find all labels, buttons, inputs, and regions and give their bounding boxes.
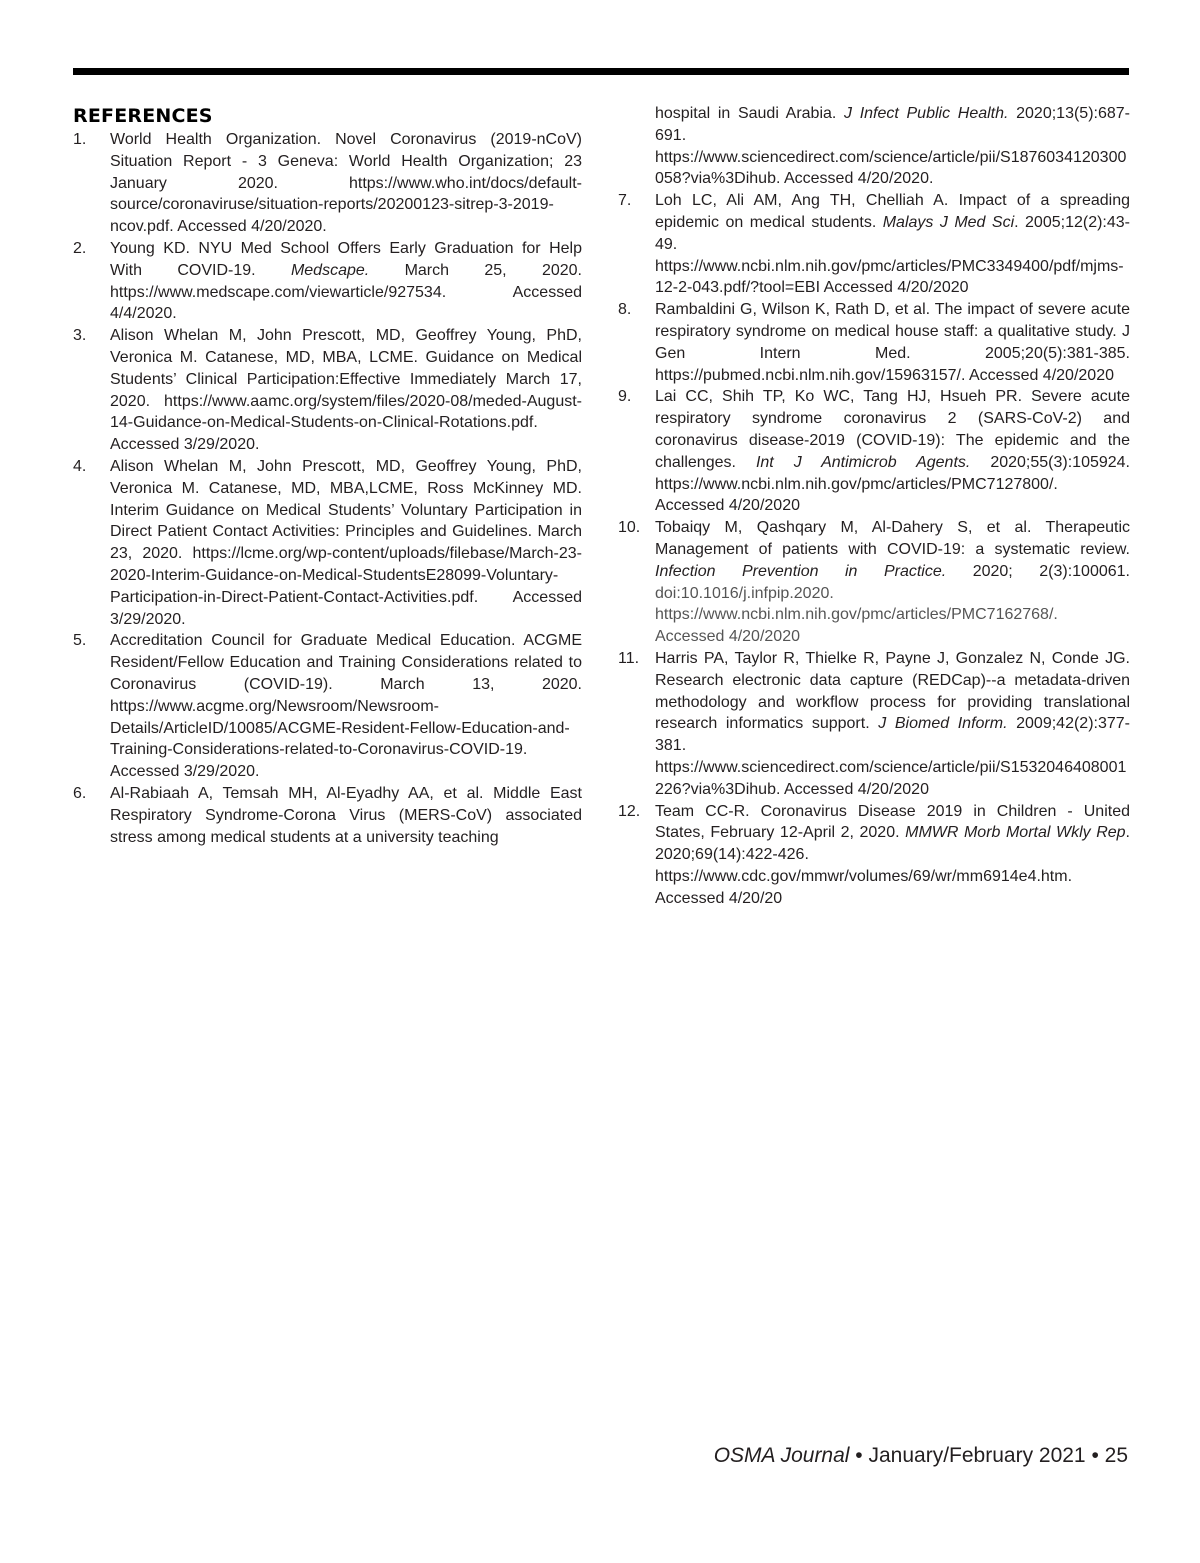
reference-number: 9. <box>618 388 632 406</box>
reference-text: Alison Whelan M, John Prescott, MD, Geoffrey Young, PhD, Veronica M. Catanese, MD, MBA, LCME. Guidance on Medical Students’ Clinical Participation:Effective Immediately March 17, 2020. https://www.aamc.org/system/files/2020-08/meded-August-14-Guidance-on-Medical-Students-on-Clinical-Rotations.pdf. Accessed 3/29/2020. <box>110 327 582 454</box>
reference-text: Rambaldini G, Wilson K, Rath D, et al. The impact of severe acute respiratory syndrome on medical house staff: a qualitative study. J Gen Intern Med. 2005;20(5):381-385. https://pubmed.ncbi.nlm.nih.gov/15963157/. Accessed 4/20/2020 <box>655 301 1130 384</box>
reference-text: Accreditation Council for Graduate Medical Education. ACGME Resident/Fellow Education and Training Considerations related to Coronavirus (COVID-19). March 13, 2020. https://www.acgme.org/Newsroom/Newsroom-Details/ArticleID/10085/ACGME-Resident-Fellow-Education-and-Training-Considerations-related-to-Coronavirus-COVID-19. Accessed 3/29/2020. <box>110 632 582 781</box>
reference-item <box>73 456 582 630</box>
reference-item <box>618 801 1130 910</box>
reference-number: 1. <box>73 131 87 148</box>
reference-number: 11. <box>618 649 640 667</box>
reference-text: Alison Whelan M, John Prescott, MD, Geoffrey Young, PhD, Veronica M. Catanese, MD, MBA,LCME, Ross McKinney MD. Interim Guidance on Medical Students’ Voluntary Participation in Direct Patient Contact Activities: Principles and Guidelines. March 23, 2020. https://lcme.org/wp-content/uploads/filebase/March-23-2020-Interim-Guidance-on-Medical-StudentsE28099-Voluntary-Participation-in-Direct-Patient-Contact-Activities.pdf. Accessed 3/29/2020. <box>110 457 582 628</box>
reference-item <box>618 386 1130 517</box>
reference-item <box>618 299 1130 386</box>
reference-text: World Health Organization. Novel Coronavirus (2019-nCoV) Situation Report - 3 Geneva: World Health Organization; 23 January 2020. https://www.who.int/docs/default-source/coronaviruse/situation-reports/20200123-sitrep-3-2019-ncov.pdf. Accessed 4/20/2020. <box>110 131 582 236</box>
reference-item <box>73 630 582 783</box>
reference-number: 12. <box>618 802 641 820</box>
reference-text: . 2005;12(2):43-49. https://www.ncbi.nlm.nih.gov/pmc/articles/PMC3349400/pdf/mjms-12-2-043.pdf/?tool=EBI Accessed 4/20/2020 <box>655 213 1130 297</box>
reference-journal-title: J Biomed Inform. <box>878 715 1008 733</box>
reference-text: hospital in Saudi Arabia. <box>655 105 845 122</box>
references-right-column <box>618 103 1130 909</box>
reference-text: Harris PA, Taylor R, Thielke R, Payne J, Gonzalez N, Conde JG. Research electronic data capture (REDCap)--a metadata-driven methodology and workflow process for providing translational research informatics support. <box>655 649 1130 733</box>
reference-number: 5. <box>73 632 87 650</box>
reference-journal-title: Medscape. <box>290 261 370 279</box>
reference-number: 3. <box>73 327 87 345</box>
reference-item <box>618 190 1130 299</box>
reference-text: Al-Rabiaah A, Temsah MH, Al-Eyadhy AA, et al. Middle East Respiratory Syndrome-Corona Virus (MERS-CoV) associated stress among medical students at a university teaching <box>110 784 582 846</box>
reference-journal-title: MMWR Morb Mortal Wkly Rep <box>905 824 1126 842</box>
reference-number: 4. <box>73 457 87 475</box>
reference-text: Team CC-R. Coronavirus Disease 2019 in Children - United States, February 12-April 2, 2020. <box>655 802 1130 842</box>
reference-text: 2020;13(5):687-691. https://www.sciencedirect.com/science/article/pii/S1876034120300058?via%3Dihub. Accessed 4/20/2020. <box>655 105 1130 188</box>
reference-number: 2. <box>73 239 87 257</box>
reference-item-continuation <box>618 103 1130 190</box>
reference-journal-title: Infection Prevention in Practice. <box>655 562 947 580</box>
reference-text: 2020;55(3):105924. https://www.ncbi.nlm.nih.gov/pmc/articles/PMC7127800/. Accessed 4/20/2020 <box>655 453 1131 515</box>
reference-journal-title: Malays J Med Sci <box>882 213 1015 231</box>
reference-text: 2009;42(2):377-381. https://www.sciencedirect.com/science/article/pii/S1532046408001226?via%3Dihub. Accessed 4/20/2020 <box>655 715 1130 798</box>
reference-number: 7. <box>618 192 632 210</box>
reference-text: doi:10.1016/j.infpip.2020. https://www.ncbi.nlm.nih.gov/pmc/articles/PMC7162768/. Accessed 4/20/2020 <box>655 584 1058 646</box>
references-heading: REFERENCES <box>73 105 213 127</box>
page-footer <box>714 1443 1128 1469</box>
reference-text: Lai CC, Shih TP, Ko WC, Tang HJ, Hsueh PR. Severe acute respiratory syndrome coronavirus 2 (SARS-CoV-2) and coronavirus disease-2019 (COVID-19): The epidemic and the challenges. <box>655 388 1130 471</box>
reference-item <box>618 648 1130 801</box>
reference-number: 10. <box>618 519 641 537</box>
footer-journal-name: OSMA Journal <box>713 1444 850 1467</box>
reference-journal-title: J Infect Public Health. <box>844 105 1009 122</box>
references-left-column <box>73 129 582 848</box>
reference-text: Tobaiqy M, Qashqary M, Al-Dahery S, et al. Therapeutic Management of patients with COVID-19: a systematic review. <box>655 519 1130 558</box>
reference-item <box>73 238 582 325</box>
reference-text: . 2020;69(14):422-426. https://www.cdc.gov/mmwr/volumes/69/wr/mm6914e4.htm. Accessed 4/20/20 <box>655 824 1130 907</box>
reference-item <box>73 129 582 238</box>
reference-text: Young KD. NYU Med School Offers Early Graduation for Help With COVID-19. <box>110 239 582 279</box>
reference-item <box>73 325 582 456</box>
reference-text: 2020; 2(3):100061. <box>946 562 1130 580</box>
reference-text: March 25, 2020. https://www.medscape.com/viewarticle/927534. Accessed 4/4/2020. <box>110 261 582 323</box>
reference-text: Loh LC, Ali AM, Ang TH, Chelliah A. Impact of a spreading epidemic on medical students. <box>655 192 1130 231</box>
reference-number: 8. <box>618 301 632 319</box>
top-rule <box>73 68 1129 75</box>
reference-journal-title: Int J Antimicrob Agents. <box>755 453 971 471</box>
footer-issue-and-page: • January/February 2021 • 25 <box>849 1444 1128 1467</box>
reference-item <box>618 517 1130 648</box>
reference-number: 6. <box>73 784 87 802</box>
reference-item <box>73 783 582 848</box>
